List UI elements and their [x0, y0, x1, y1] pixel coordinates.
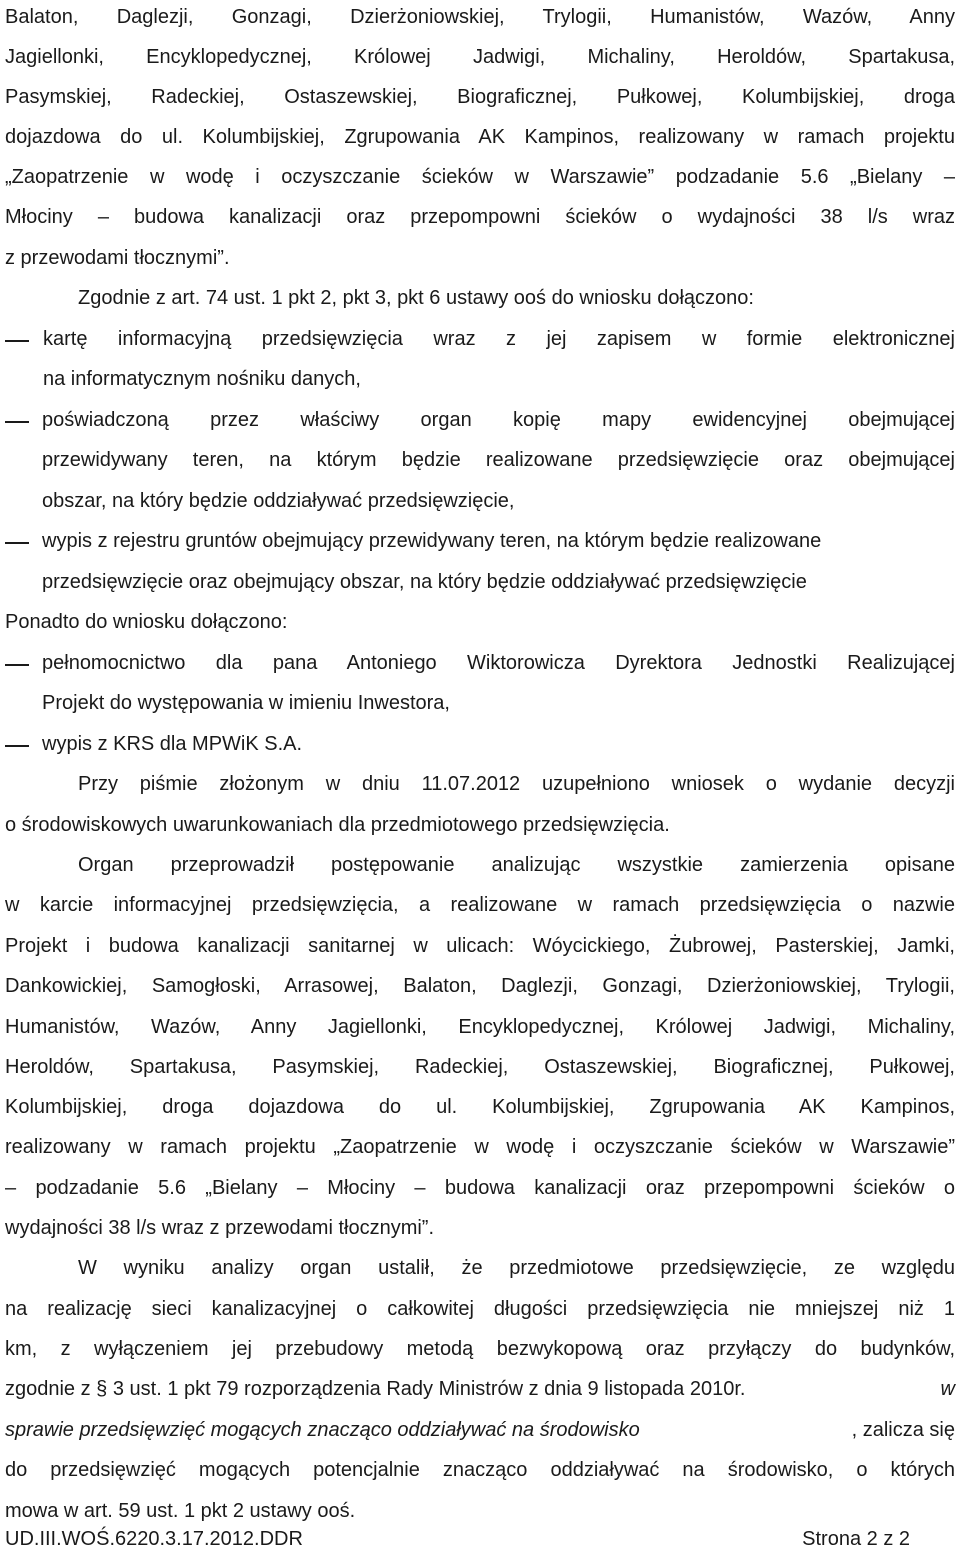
- list-item-line: obszar, na który będzie oddziaływać przedsięwzięcie,: [42, 490, 515, 512]
- text-line: Jagiellonki, Encyklopedycznej, Królowej Jadwigi, Michaliny, Heroldów, Spartakusa,: [5, 46, 955, 68]
- dash-bullet-icon: [5, 542, 29, 544]
- list-item-line: przewidywany teren, na którym będzie realizowane przedsięwzięcie oraz obejmującej: [42, 449, 955, 471]
- italic-word: w: [940, 1378, 955, 1400]
- list-item-line: na informatycznym nośniku danych,: [43, 368, 361, 390]
- text-line: Balaton, Daglezji, Gonzagi, Dzierżoniowskiej, Trylogii, Humanistów, Wazów, Anny: [5, 6, 955, 28]
- list-item-line: poświadczoną przez właściwy organ kopię mapy ewidencyjnej obejmującej: [42, 409, 955, 431]
- text-line: „Zaopatrzenie w wodę i oczyszczanie ścieków w Warszawie” podzadanie 5.6 „Bielany –: [5, 166, 955, 188]
- list-item-line: pełnomocnictwo dla pana Antoniego Wiktorowicza Dyrektora Jednostki Realizującej: [42, 652, 955, 674]
- text-line: W wyniku analizy organ ustalił, że przedmiotowe przedsięwzięcie, ze względu: [78, 1257, 955, 1279]
- text-line: Organ przeprowadził postępowanie analizując wszystkie zamierzenia opisane: [78, 854, 955, 876]
- text-line: Ponadto do wniosku dołączono:: [5, 611, 288, 633]
- text-line: mowa w art. 59 ust. 1 pkt 2 ustawy ooś.: [5, 1500, 356, 1522]
- text-line: km, z wyłączeniem jej przebudowy metodą bezwykopową oraz przyłączy do budynków,: [5, 1338, 955, 1360]
- text-line: Pasymskiej, Radeckiej, Ostaszewskiej, Biograficznej, Pułkowej, Kolumbijskiej, droga: [5, 86, 955, 108]
- list-item-line: przedsięwzięcie oraz obejmujący obszar, na który będzie oddziaływać przedsięwzięcie: [42, 571, 807, 593]
- list-item-line: Projekt do występowania w imieniu Inwestora,: [42, 692, 450, 714]
- text-line: z przewodami tłocznymi”.: [5, 247, 230, 269]
- text-line: wydajności 38 l/s wraz z przewodami tłocznymi”.: [5, 1217, 435, 1239]
- text-line: Młociny – budowa kanalizacji oraz przepompowni ścieków o wydajności 38 l/s wraz: [5, 206, 955, 228]
- page-footer: [5, 1526, 910, 1552]
- text-line: realizowany w ramach projektu „Zaopatrzenie w wodę i oczyszczanie ścieków w Warszawie”: [5, 1136, 955, 1158]
- document-reference: UD.III.WOŚ.6220.3.17.2012.DDR: [5, 1528, 303, 1550]
- text-line: dojazdowa do ul. Kolumbijskiej, Zgrupowania AK Kampinos, realizowany w ramach projektu: [5, 126, 955, 148]
- text-line: Humanistów, Wazów, Anny Jagiellonki, Encyklopedycznej, Królowej Jadwigi, Michaliny,: [5, 1016, 955, 1038]
- text-line: do przedsięwzięć mogących potencjalnie znacząco oddziaływać na środowisko, o których: [5, 1459, 955, 1481]
- text-line: Przy piśmie złożonym w dniu 11.07.2012 uzupełniono wniosek o wydanie decyzji: [78, 773, 955, 795]
- text-line: – podzadanie 5.6 „Bielany – Młociny – budowa kanalizacji oraz przepompowni ścieków o: [5, 1177, 955, 1199]
- italic-regulation-title: sprawie przedsięwzięć mogących znacząco oddziaływać na środowisko: [5, 1419, 640, 1441]
- text-line: [5, 1376, 955, 1402]
- list-item-line: wypis z rejestru gruntów obejmujący przewidywany teren, na którym będzie realizowane: [42, 530, 822, 552]
- text-line: Dankowickiej, Samogłoski, Arrasowej, Balaton, Daglezji, Gonzagi, Dzierżoniowskiej, Trylogii,: [5, 975, 955, 997]
- text-line: Projekt i budowa kanalizacji sanitarnej w ulicach: Wóycickiego, Żubrowej, Pasterskiej, Jamki,: [5, 935, 955, 957]
- dash-bullet-icon: [5, 421, 29, 423]
- dash-bullet-icon: [5, 745, 29, 747]
- list-item-line: kartę informacyjną przedsięwzięcia wraz z jej zapisem w formie elektronicznej: [43, 328, 955, 350]
- dash-bullet-icon: [5, 664, 29, 666]
- page-number: Strona 2 z 2: [802, 1528, 910, 1550]
- text-segment: zgodnie z § 3 ust. 1 pkt 79 rozporządzenia Rady Ministrów z dnia 9 listopada 2010r.: [5, 1378, 746, 1400]
- list-item-line: wypis z KRS dla MPWiK S.A.: [42, 733, 303, 755]
- text-line: o środowiskowych uwarunkowaniach dla przedmiotowego przedsięwzięcia.: [5, 814, 670, 836]
- text-line: [5, 1417, 955, 1443]
- text-segment: , zalicza się: [851, 1419, 955, 1441]
- text-line: na realizację sieci kanalizacyjnej o całkowitej długości przedsięwzięcia nie mniejszej niż 1: [5, 1298, 955, 1320]
- text-line: Heroldów, Spartakusa, Pasymskiej, Radeckiej, Ostaszewskiej, Biograficznej, Pułkowej,: [5, 1056, 955, 1078]
- text-line: Kolumbijskiej, droga dojazdowa do ul. Kolumbijskiej, Zgrupowania AK Kampinos,: [5, 1096, 955, 1118]
- text-line: w karcie informacyjnej przedsięwzięcia, a realizowane w ramach przedsięwzięcia o nazwie: [5, 894, 955, 916]
- dash-bullet-icon: [5, 340, 29, 342]
- text-line: Zgodnie z art. 74 ust. 1 pkt 2, pkt 3, pkt 6 ustawy ooś do wniosku dołączono:: [78, 287, 754, 309]
